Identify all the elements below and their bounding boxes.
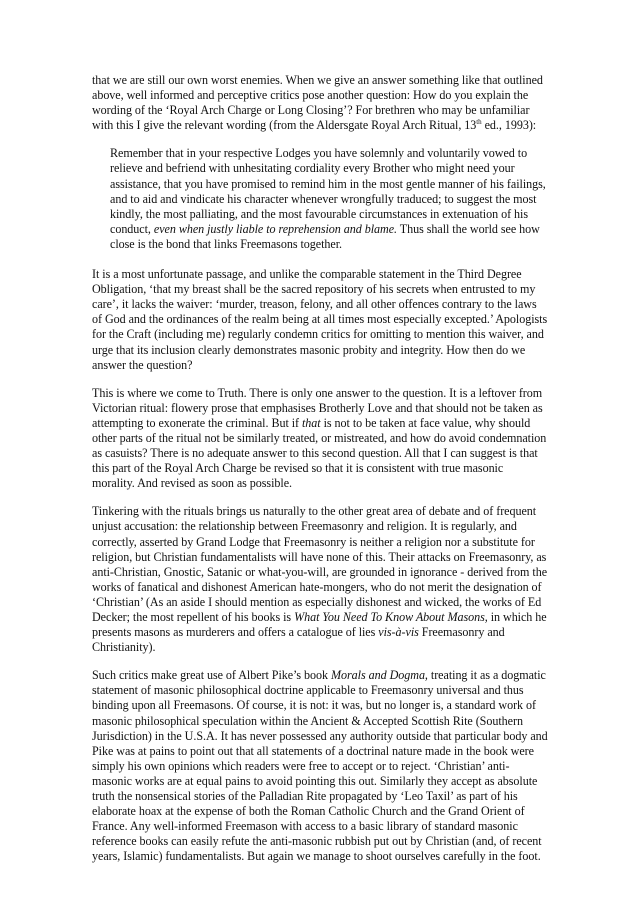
paragraph-1-text-end: ed., 1993):	[481, 118, 537, 133]
paragraph-1	[92, 73, 548, 133]
book-title-italic: Morals and Dogma,	[331, 668, 428, 683]
paragraph-1-text: that we are still our own worst enemies. When we give an answer something like that outlined above, well informed and perceptive critics pose another question: How do you explain the wording of the ‘Royal Arch Charge or Long Closing’? For brethren who may be unfamiliar with this I give the relevant wording (from the Aldersgate Royal Arch Ritual, 13	[92, 73, 543, 133]
block-quote-italic: even when justly liable to reprehension and blame.	[153, 221, 398, 236]
paragraph-4	[92, 504, 548, 655]
book-title-italic: What You Need To Know About Masons,	[294, 610, 488, 624]
paragraph-4-text-end: Freemasonry and Christianity).	[92, 625, 505, 655]
paragraph-2: It is a most unfortunate passage, and unlike the comparable statement in the Third Degree Obligation, ‘that my breast shall be the sacred repository of his secrets when entrusted to my care’, it lacks the waiver: ‘murder, treason, felony, and all other offences contrary to the laws of God and the ordinances of the realm being at all times most especially excepted.’ Apologists for the Craft (including me) regularly condemn critics for omitting to mention this waiver, and urge that its inclusion clearly demonstrates masonic probity and integrity. How then do we answer the question?	[92, 267, 548, 372]
paragraph-4-text-mid: in which he presents masons as murderers and offers a catalogue of lies	[92, 610, 547, 640]
block-quote	[110, 146, 548, 252]
block-quote-text: Remember that in your respective Lodges you have solemnly and voluntarily vowed to relieve and befriend with unhesitating cordiality every Brother who might need your assistance, that you have promised to remind him in the most gentle manner of his failings, and to aid and vindicate his character whenever wrongfully traduced; to suggest the most kindly, the most palliating, and the most favourable circumstances in extenuation of his conduct,	[110, 146, 546, 236]
vis-a-vis-italic: vis-à-vis	[378, 625, 419, 640]
ordinal-suffix: th	[476, 118, 482, 127]
paragraph-3	[92, 386, 548, 492]
block-quote-text-end: Thus shall the world see how close is the bond that links Freemasons together.	[110, 221, 540, 251]
document-page	[92, 73, 548, 878]
paragraph-3-text-end: is not to be taken at face value, why should other parts of the ritual not be similarly treated, or mistreated, and how do avoid condemnation as casuists? There is no adequate answer to this second question. All that I can suggest is that this part of the Royal Arch Charge be revised so that it is consistent with true masonic morality. And revised as soon as possible.	[92, 415, 547, 491]
paragraph-3-italic: that	[302, 415, 321, 430]
paragraph-3-text: This is where we come to Truth. There is only one answer to the question. It is a leftover from Victorian ritual: flowery prose that emphasises Brotherly Love and that should not be taken as attempting to exonerate the criminal. But if	[92, 385, 543, 430]
paragraph-5-text: Such critics make great use of Albert Pike’s book	[92, 668, 331, 683]
paragraph-5	[92, 668, 548, 864]
paragraph-4-text: Tinkering with the rituals brings us naturally to the other great area of debate and of frequent unjust accusation: the relationship between Freemasonry and religion. It is regularly, and correctly, asserted by Grand Lodge that Freemasonry is neither a religion nor a substitute for religion, but Christian fundamentalists will have none of this. Their attacks on Freemasonry, as anti-Christian, Gnostic, Satanic or what-you-will, are grounded in ignorance - derived from the works of fanatical and dishonest American hate-mongers, who do not merit the designation of ‘Christian’ (As an aside I should mention as especially dishonest and wicked, the works of Ed Decker; the most repellent of his books is	[92, 504, 548, 624]
paragraph-5-text-end: treating it as a dogmatic statement of masonic philosophical doctrine applicable to Freemasonry universal and thus binding upon all Freemasons. Of course, it is not: it was, but no longer is, a standard work of masonic philosophical speculation within the Ancient & Accepted Scottish Rite (Southern Jurisdiction) in the U.S.A. It has never possessed any authority outside that particular body and Pike was at pains to point out that all statements of a doctrinal nature made in the book were simply his own opinions which readers were free to accept or to reject. ‘Christian’ anti-masonic works are at equal pains to avoid pointing this out. Similarly they accept as absolute truth the nonsensical stories of the Palladian Rite propagated by ‘Leo Taxil’ as part of his elaborate hoax at the expense of both the Roman Catholic Church and the Grand Orient of France. Any well-informed Freemason with access to a basic library of standard masonic reference books can easily refute the anti-masonic rubbish put out by Christian (and, of recent years, Islamic) fundamentalists. But again we manage to shoot ourselves carefully in the foot.	[92, 668, 548, 864]
